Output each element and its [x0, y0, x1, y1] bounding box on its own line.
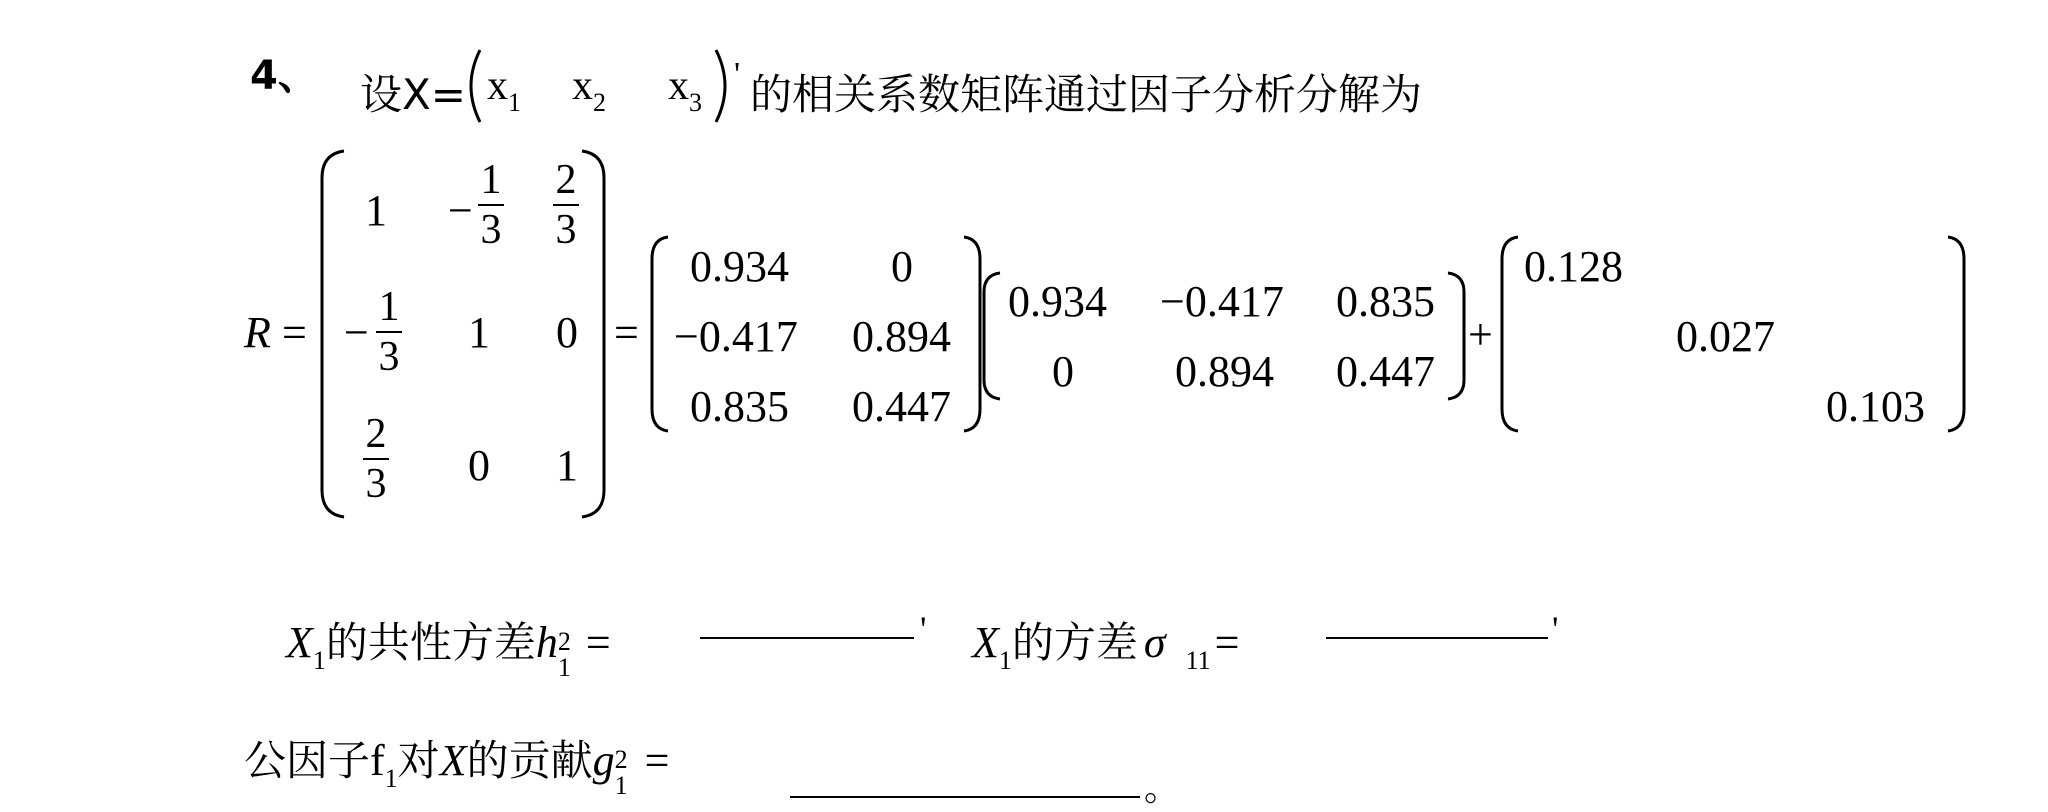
equals-2: =	[614, 308, 639, 357]
r-frac-3-1: 2 3	[363, 412, 389, 506]
d-cell-3: 0.103	[1826, 382, 1925, 431]
comma-2: '	[1552, 609, 1559, 649]
question-intro-prefix: 设X=	[360, 70, 466, 119]
d-matrix-left-paren	[1498, 234, 1522, 434]
vector-item-2: $x_2$	[572, 63, 606, 117]
a-cell-2-2: 0.894	[852, 312, 951, 361]
transpose-mark: '	[734, 56, 741, 93]
blank-line-2: 公因子$f_1$对X的贡献g 2 1 =	[244, 736, 670, 800]
plus-sign: +	[1468, 310, 1493, 359]
at-cell-2-1: 0	[1052, 347, 1074, 396]
answer-blank-variance[interactable]	[1326, 637, 1548, 639]
a-cell-2-1: −0.417	[674, 312, 798, 361]
a-matrix-left-paren	[648, 234, 672, 434]
at-cell-1-3: 0.835	[1336, 277, 1435, 326]
r-minus-2-1: −	[344, 308, 369, 357]
r-cell-2-3: 0	[556, 308, 578, 357]
vector-right-paren	[712, 48, 736, 124]
at-cell-2-2: 0.894	[1175, 347, 1274, 396]
r-matrix-right-paren	[578, 148, 608, 520]
d-cell-1: 0.128	[1524, 242, 1623, 291]
a-cell-3-1: 0.835	[690, 382, 789, 431]
blank-line-1-right: $X_1$的方差 σ $_{11}$=	[972, 618, 1240, 675]
a-cell-1-2: 0	[891, 242, 913, 291]
answer-blank-communality[interactable]	[700, 637, 914, 639]
r-frac-1-2: 1 3	[478, 158, 504, 252]
equals-1: =	[282, 308, 307, 357]
comma-1: '	[920, 609, 927, 649]
question-intro-suffix: 的相关系数矩阵通过因子分析分解为	[750, 70, 1423, 119]
r-cell-2-2: 1	[468, 308, 490, 357]
r-cell-1-1: 1	[365, 186, 387, 235]
at-matrix-left-paren	[980, 270, 1004, 402]
a-cell-3-2: 0.447	[852, 382, 951, 431]
r-minus-1-2: −	[448, 186, 473, 235]
at-matrix-right-paren	[1444, 270, 1468, 402]
at-cell-1-1: 0.934	[1008, 277, 1107, 326]
blank-line-1-left: $X_1$的共性方差h 2 1 =	[286, 618, 611, 682]
d-cell-2: 0.027	[1676, 312, 1775, 361]
lhs-R: R	[244, 308, 271, 357]
r-frac-2-1: 1 3	[376, 285, 402, 379]
r-frac-1-3: 2 3	[553, 158, 579, 252]
at-cell-1-2: −0.417	[1160, 277, 1284, 326]
question-number: 4、	[250, 53, 318, 99]
r-cell-3-2: 0	[468, 441, 490, 490]
period: 。	[1144, 768, 1181, 809]
vector-left-paren	[460, 48, 484, 124]
at-cell-2-3: 0.447	[1336, 347, 1435, 396]
vector-item-1: $x_1$	[487, 63, 521, 117]
a-cell-1-1: 0.934	[690, 242, 789, 291]
r-cell-3-3: 1	[556, 441, 578, 490]
answer-blank-contribution[interactable]	[790, 796, 1140, 798]
vector-item-3: $x_3$	[668, 63, 702, 117]
d-matrix-right-paren	[1944, 234, 1968, 434]
